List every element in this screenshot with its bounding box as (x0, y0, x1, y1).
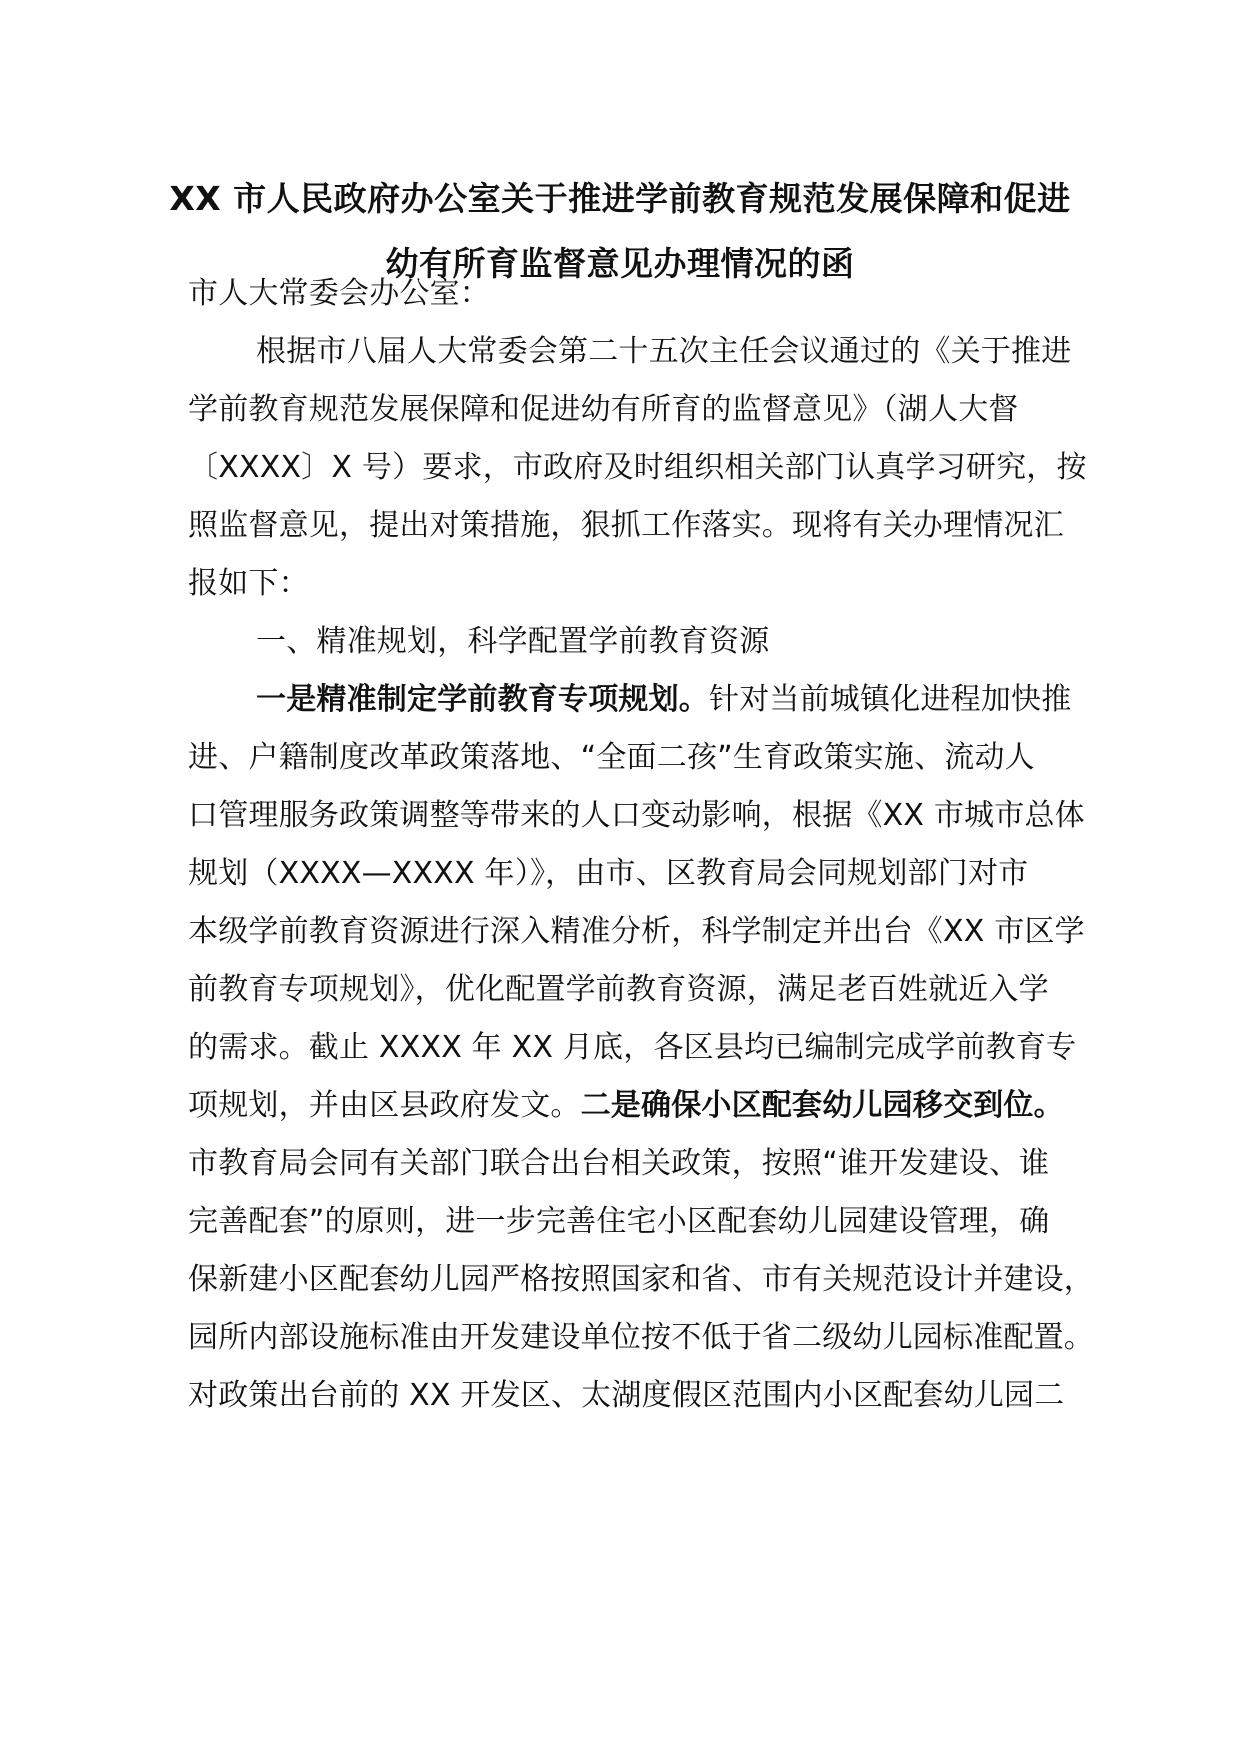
paragraph-line: 园所内部设施标准由开发建设单位按不低于省二级幼儿园标准配置。 (188, 1320, 1094, 1355)
line-text: 项规划，并由区县政府发文。 (188, 1088, 581, 1123)
paragraph-line: 本级学前教育资源进行深入精准分析，科学制定并出台《XX 市区学 (188, 914, 1085, 949)
line-text: 针对当前城镇化进程加快推 (709, 682, 1072, 717)
paragraph-line (256, 682, 1072, 717)
bold-lead: 一是精准制定学前教育专项规划。 (256, 682, 709, 717)
paragraph-line: 规划（XXXX—XXXX 年）》，由市、区教育局会同规划部门对市 (188, 856, 1029, 891)
document-title-line-1: XX 市人民政府办公室关于推进学前教育规范发展保障和促进 (169, 179, 1071, 218)
section-heading: 一、精准规划，科学配置学前教育资源 (256, 624, 770, 659)
paragraph-line: 完善配套”的原则，进一步完善住宅小区配套幼儿园建设管理，确 (188, 1204, 1050, 1239)
paragraph-line: 的需求。截止 XXXX 年 XX 月底，各区县均已编制完成学前教育专 (188, 1030, 1077, 1065)
document-title-line-2: 幼有所育监督意见办理情况的函 (385, 244, 855, 283)
intro-line: 学前教育规范发展保障和促进幼有所育的监督意见》（湖人大督 (188, 392, 1019, 427)
paragraph-line: 对政策出台前的 XX 开发区、太湖度假区范围内小区配套幼儿园二 (188, 1378, 1065, 1413)
paragraph-line: 进、户籍制度改革政策落地、“全面二孩”生育政策实施、流动人 (188, 740, 1035, 775)
paragraph-line (188, 1088, 1064, 1123)
intro-line: 报如下： (188, 566, 309, 601)
intro-line: 〔XXXX〕X 号）要求，市政府及时组织相关部门认真学习研究，按 (188, 450, 1087, 485)
salutation: 市人大常委会办公室： (188, 276, 490, 311)
bold-lead: 二是确保小区配套幼儿园移交到位。 (580, 1088, 1064, 1123)
paragraph-line: 保新建小区配套幼儿园严格按照国家和省、市有关规范设计并建设， (188, 1262, 1094, 1297)
paragraph-line: 前教育专项规划》，优化配置学前教育资源，满足老百姓就近入学 (188, 972, 1049, 1007)
paragraph-line: 市教育局会同有关部门联合出台相关政策，按照“谁开发建设、谁 (188, 1146, 1050, 1181)
intro-line: 照监督意见，提出对策措施，狠抓工作落实。现将有关办理情况汇 (188, 508, 1064, 543)
paragraph-line: 口管理服务政策调整等带来的人口变动影响，根据《XX 市城市总体 (188, 798, 1085, 833)
intro-line: 根据市八届人大常委会第二十五次主任会议通过的《关于推进 (256, 334, 1072, 369)
